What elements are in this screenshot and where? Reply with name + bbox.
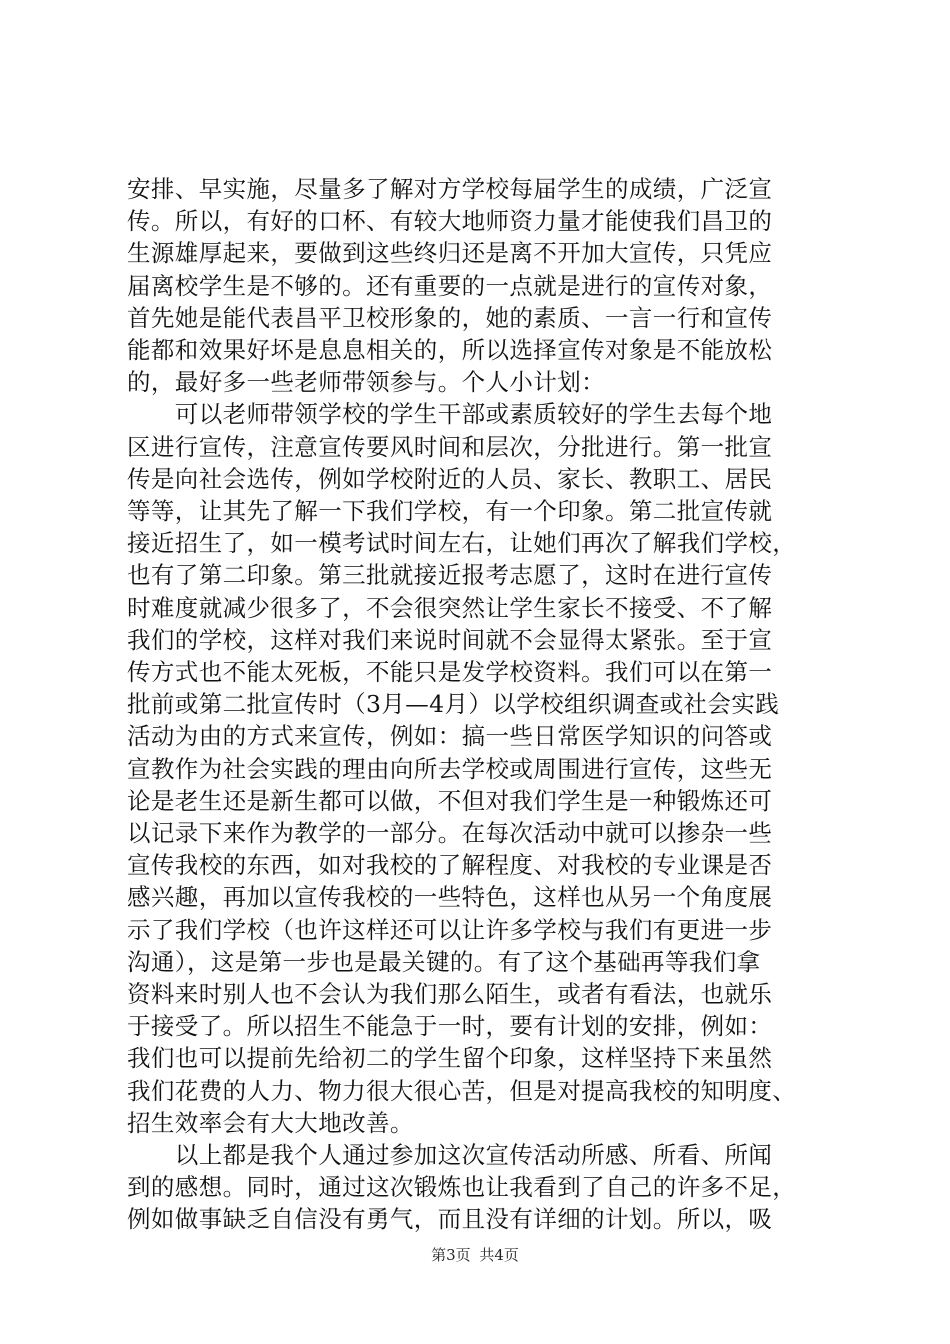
text-line: 可以老师带领学校的学生干部或素质较好的学生去每个地 bbox=[127, 400, 773, 429]
text-line: 例如做事缺乏自信没有勇气，而且没有详细的计划。所以，吸 bbox=[127, 1205, 773, 1234]
text-line: 到的感想。同时，通过这次锻炼也让我看到了自己的许多不足， bbox=[127, 1173, 797, 1202]
text-line: 批前或第二批宣传时（3月—4月）以学校组织调查或社会实践 bbox=[127, 690, 780, 719]
text-line: 于接受了。所以招生不能急于一时，要有计划的安排，例如： bbox=[127, 1012, 773, 1041]
text-line: 招生效率会有大大地改善。 bbox=[127, 1108, 414, 1137]
text-line: 届离校学生是不够的。还有重要的一点就是进行的宣传对象， bbox=[127, 271, 773, 300]
text-line: 传。所以，有好的口杯、有较大地师资力量才能使我们昌卫的 bbox=[127, 207, 773, 236]
text-line: 时难度就减少很多了，不会很突然让学生家长不接受、不了解 bbox=[127, 593, 773, 622]
text-line: 能都和效果好坏是息息相关的，所以选择宣传对象是不能放松 bbox=[127, 336, 773, 364]
text-line: 我们也可以提前先给初二的学生留个印象，这样坚持下来虽然 bbox=[127, 1044, 773, 1073]
text-line: 接近招生了，如一模考试时间左右，让她们再次了解我们学校， bbox=[127, 529, 797, 558]
text-line: 首先她是能代表昌平卫校形象的，她的素质、一言一行和宣传 bbox=[127, 303, 773, 332]
text-line: 生源雄厚起来，要做到这些终归还是离不开加大宣传，只凭应 bbox=[127, 239, 773, 268]
page-total: 共4页 bbox=[479, 1246, 519, 1264]
text-line: 的，最好多一些老师带领参与。个人小计划： bbox=[127, 368, 605, 397]
text-line: 传方式也不能太死板，不能只是发学校资料。我们可以在第一 bbox=[127, 658, 773, 686]
text-line: 论是老生还是新生都可以做，不但对我们学生是一种锻炼还可 bbox=[127, 786, 773, 815]
text-line: 等等，让其先了解一下我们学校，有一个印象。第二批宣传就 bbox=[127, 497, 773, 525]
text-line: 示了我们学校（也许这样还可以让许多学校与我们有更进一步 bbox=[127, 915, 773, 944]
text-line: 我们的学校，这样对我们来说时间就不会显得太紧张。至于宣 bbox=[127, 625, 773, 654]
page-footer bbox=[0, 1245, 950, 1265]
text-line: 以上都是我个人通过参加这次宣传活动所感、所看、所闻 bbox=[127, 1141, 773, 1169]
text-line: 传是向社会选传，例如学校附近的人员、家长、教职工、居民 bbox=[127, 464, 773, 493]
text-line: 以记录下来作为教学的一部分。在每次活动中就可以掺杂一些 bbox=[127, 819, 773, 847]
page-number: 第3页 bbox=[431, 1246, 471, 1264]
text-line: 安排、早实施，尽量多了解对方学校每届学生的成绩，广泛宣 bbox=[127, 175, 773, 203]
text-line: 资料来时别人也不会认为我们那么陌生，或者有看法，也就乐 bbox=[127, 980, 773, 1008]
text-line: 宣传我校的东西，如对我校的了解程度、对我校的专业课是否 bbox=[127, 851, 773, 880]
text-line: 也有了第二印象。第三批就接近报考志愿了，这时在进行宣传 bbox=[127, 561, 773, 590]
text-line: 感兴趣，再加以宣传我校的一些特色，这样也从另一个角度展 bbox=[127, 883, 773, 912]
text-line: 我们花费的人力、物力很大很心苦，但是对提高我校的知明度、 bbox=[127, 1076, 797, 1105]
text-line: 宣教作为社会实践的理由向所去学校或周围进行宣传，这些无 bbox=[127, 754, 773, 783]
text-line: 沟通），这是第一步也是最关键的。有了这个基础再等我们拿 bbox=[127, 947, 761, 976]
text-line: 区进行宣传，注意宣传要风时间和层次，分批进行。第一批宣 bbox=[127, 432, 773, 461]
text-line: 活动为由的方式来宣传，例如：搞一些日常医学知识的问答或 bbox=[127, 722, 773, 751]
